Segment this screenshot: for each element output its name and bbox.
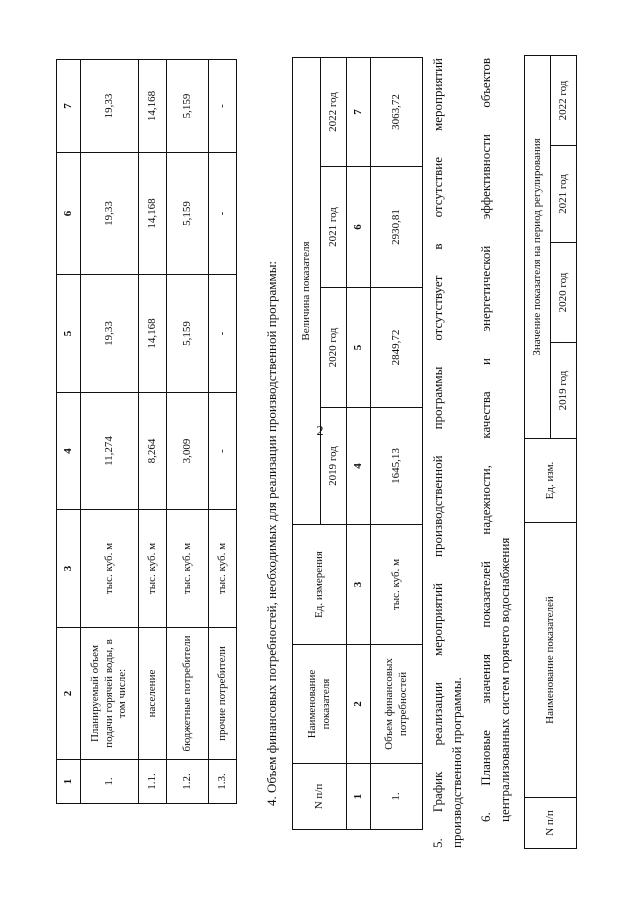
column-number: 5	[347, 288, 371, 408]
row-number: 1.1.	[139, 760, 167, 804]
value-cell: 14,168	[139, 60, 167, 153]
table-2-wrapper	[292, 57, 423, 830]
indicator-name: Объем финансовых потребностей	[371, 645, 423, 764]
header-year: 2020 год	[551, 243, 577, 343]
section-5-line-1: 5. График реализации мероприятий производственной программы отсутствует в отсутствие мероприятий	[430, 58, 445, 848]
value-cell: 3063,72	[371, 57, 423, 166]
header-indicator-value: Значение показателя на период регулирования	[525, 55, 551, 438]
column-number: 4	[347, 408, 371, 525]
unit-cell: тыс. куб. м	[209, 510, 237, 628]
value-cell: 2930,81	[371, 167, 423, 288]
unit-cell: тыс. куб. м	[371, 525, 423, 645]
column-number: 1	[347, 764, 371, 830]
table-row	[167, 60, 209, 804]
value-cell: 2849,72	[371, 288, 423, 408]
table-1-wrapper	[56, 59, 237, 804]
header-cell: 2	[57, 628, 81, 760]
value-cell: 19,33	[81, 153, 139, 275]
header-n: N п/п	[293, 764, 347, 830]
section-4-heading: 4. Объем финансовых потребностей, необходимых для реализации производственной программы:	[264, 260, 279, 806]
section-5-line-2: производственной программы.	[449, 677, 464, 848]
value-cell: 5,159	[167, 275, 209, 393]
value-cell: 19,33	[81, 275, 139, 393]
header-unit: Ед. изм.	[525, 439, 577, 523]
header-cell: 7	[57, 60, 81, 153]
value-cell: 5,159	[167, 153, 209, 275]
table-row	[81, 60, 139, 804]
indicator-name: бюджетные потребители	[167, 628, 209, 760]
column-number: 2	[347, 645, 371, 764]
column-number: 6	[347, 167, 371, 288]
header-year: 2020 год	[321, 288, 347, 408]
value-cell: -	[209, 60, 237, 153]
header-cell: 6	[57, 153, 81, 275]
row-number: 1.	[371, 764, 423, 830]
unit-cell: тыс. куб. м	[167, 510, 209, 628]
value-cell: 1645,13	[371, 408, 423, 525]
table-header-row	[293, 57, 321, 829]
value-cell: -	[209, 275, 237, 393]
row-number: 1.2.	[167, 760, 209, 804]
unit-cell: тыс. куб. м	[139, 510, 167, 628]
table-row	[371, 57, 423, 829]
header-year: 2022 год	[321, 57, 347, 166]
header-cell: 4	[57, 393, 81, 510]
hot-water-volume-table	[56, 59, 237, 804]
page-number: 2	[316, 424, 324, 439]
value-cell: -	[209, 393, 237, 510]
table-row	[139, 60, 167, 804]
indicator-name: Планируемый объем подачи горячей воды, в том числе:	[81, 628, 139, 760]
header-cell: 1	[57, 760, 81, 804]
header-unit: Ед. измерения	[293, 525, 347, 645]
value-cell: 19,33	[81, 60, 139, 153]
table-header-row	[525, 55, 551, 848]
section-6-line-2: централизованных систем горячего водоснабжения	[497, 537, 512, 822]
header-cell: 5	[57, 275, 81, 393]
header-year: 2019 год	[321, 408, 347, 525]
value-cell: 3,009	[167, 393, 209, 510]
value-cell: 11,274	[81, 393, 139, 510]
header-year: 2021 год	[551, 146, 577, 243]
value-cell: 14,168	[139, 275, 167, 393]
indicator-name: прочие потребители	[209, 628, 237, 760]
header-indicator-name: Наименование показателей	[525, 523, 577, 798]
table-row	[209, 60, 237, 804]
section-6-line-1: 6. Плановые значения показателей надежности, качества и энергетической эффективности объектов	[478, 58, 493, 822]
table-header-row	[57, 60, 81, 804]
table-3-wrapper	[524, 55, 577, 849]
column-number-row	[347, 57, 371, 829]
row-number: 1.3.	[209, 760, 237, 804]
value-cell: 8,264	[139, 393, 167, 510]
indicator-name: население	[139, 628, 167, 760]
header-n: N п/п	[525, 798, 577, 849]
header-year: 2019 год	[551, 343, 577, 439]
column-number: 3	[347, 525, 371, 645]
header-cell: 3	[57, 510, 81, 628]
header-year: 2022 год	[551, 55, 577, 145]
reliability-indicators-table	[524, 55, 577, 849]
header-year: 2021 год	[321, 167, 347, 288]
value-cell: -	[209, 153, 237, 275]
row-number: 1.	[81, 760, 139, 804]
value-cell: 14,168	[139, 153, 167, 275]
column-number: 7	[347, 57, 371, 166]
financial-needs-table	[292, 57, 423, 830]
value-cell: 5,159	[167, 60, 209, 153]
section-5-paragraph	[428, 58, 468, 848]
unit-cell: тыс. куб. м	[81, 510, 139, 628]
header-indicator-name: Наименование показателя	[293, 645, 347, 764]
header-indicator-value: Величина показателя	[293, 57, 321, 524]
section-6-paragraph	[476, 58, 516, 822]
